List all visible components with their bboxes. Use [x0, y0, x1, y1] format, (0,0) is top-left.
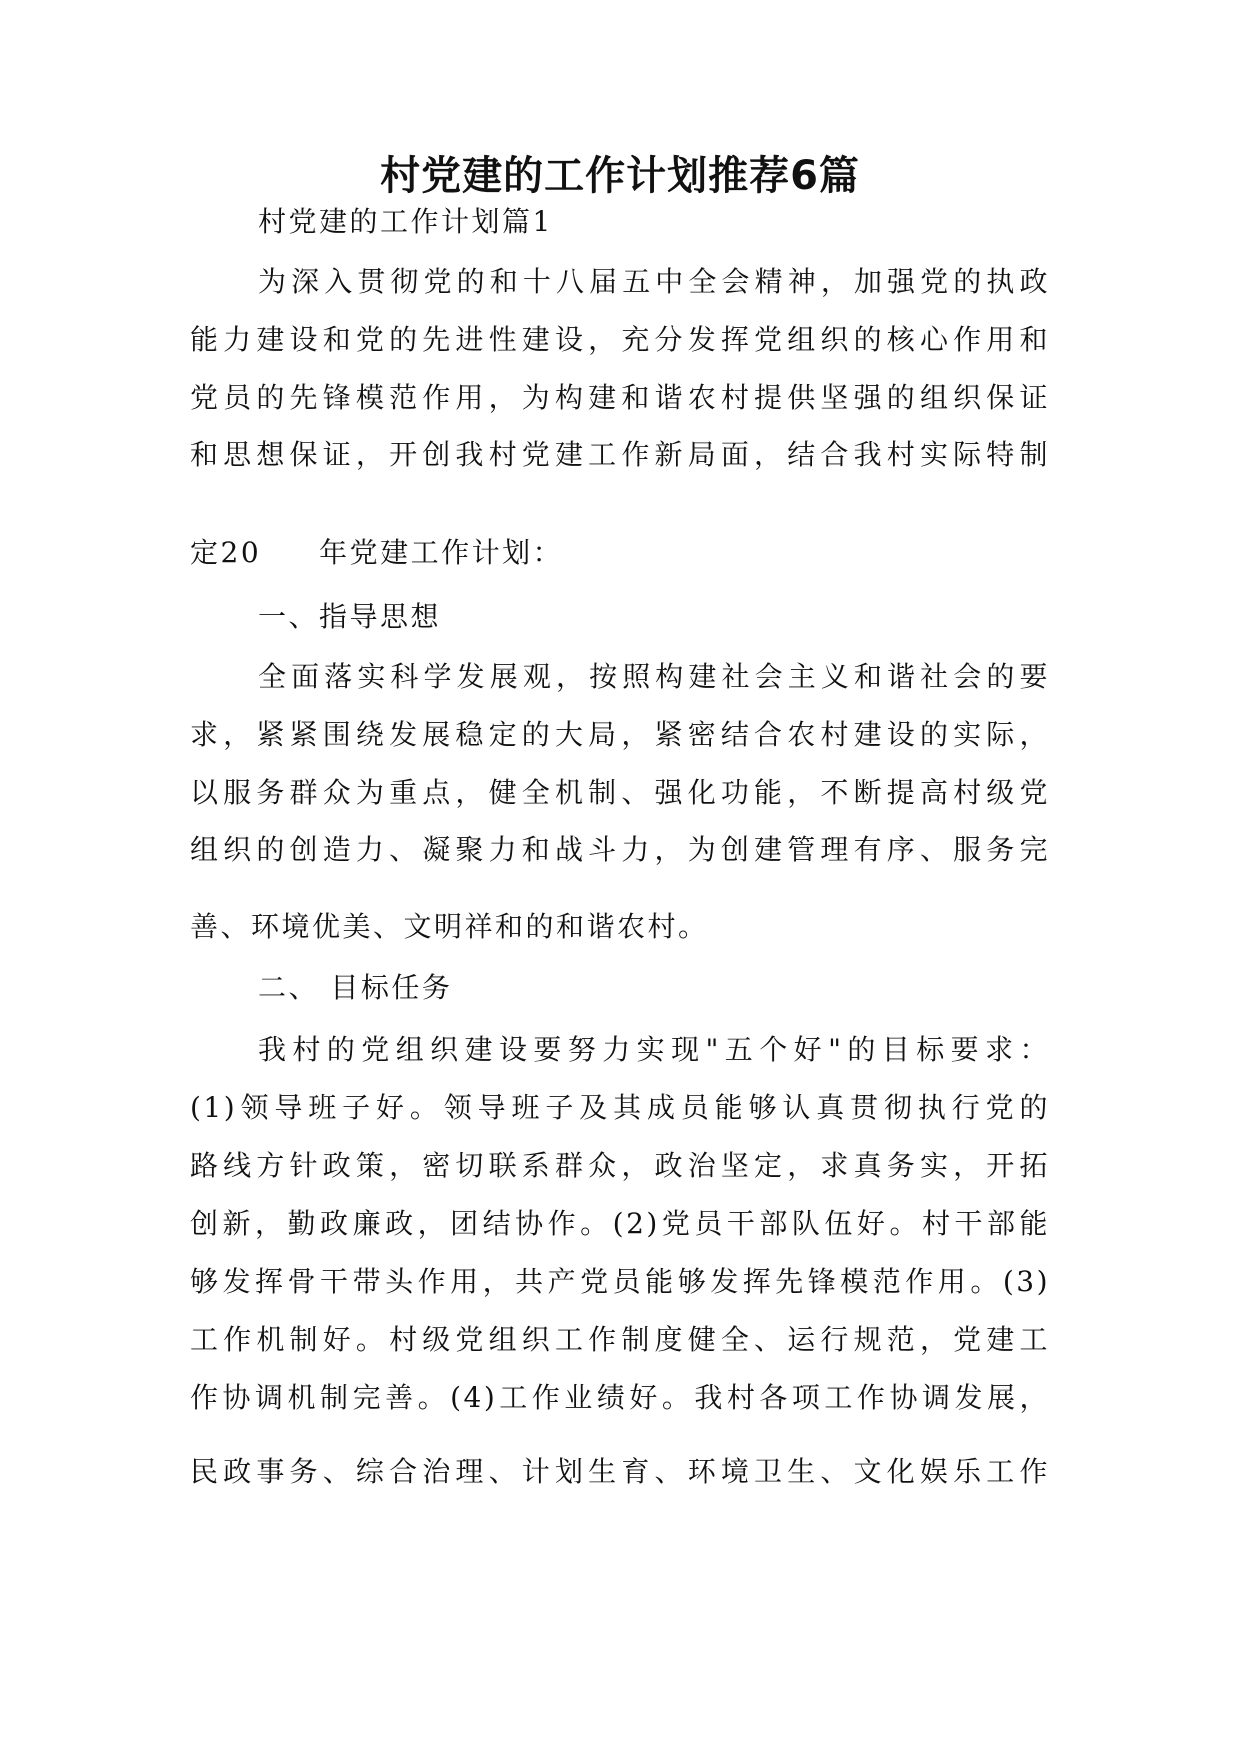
- intro-line: 党员的先锋模范作用，为构建和谐农村提供坚强的组织保证: [190, 381, 1050, 414]
- section2-line: 创新，勤政廉政，团结协作。(2)党员干部队伍好。村干部能: [190, 1207, 1050, 1240]
- intro-last-prefix: 定20: [190, 536, 262, 569]
- document-title: 村党建的工作计划推荐6篇: [380, 153, 860, 199]
- section2-line: 民政事务、综合治理、计划生育、环境卫生、文化娱乐工作: [190, 1455, 1050, 1488]
- section1-line: 求，紧紧围绕发展稳定的大局，紧密结合农村建设的实际，: [190, 718, 1050, 751]
- section2-line: 路线方针政策，密切联系群众，政治坚定，求真务实，开拓: [190, 1149, 1050, 1182]
- intro-line: 能力建设和党的先进性建设，充分发挥党组织的核心作用和: [190, 323, 1050, 356]
- section2-line: 作协调机制完善。(4)工作业绩好。我村各项工作协调发展，: [190, 1381, 1050, 1414]
- section2-line: 我村的党组织建设要努力实现"五个好"的目标要求：: [258, 1033, 1050, 1066]
- section2-line: 工作机制好。村级党组织工作制度健全、运行规范，党建工: [190, 1323, 1050, 1356]
- section2-line: 够发挥骨干带头作用，共产党员能够发挥先锋模范作用。(3): [190, 1265, 1050, 1298]
- intro-line: 和思想保证，开创我村党建工作新局面，结合我村实际特制: [190, 438, 1050, 471]
- section-heading-2: 二、 目标任务: [258, 971, 453, 1004]
- section1-line: 全面落实科学发展观，按照构建社会主义和谐社会的要: [258, 660, 1050, 693]
- intro-last-line: [190, 533, 1050, 573]
- intro-line: 为深入贯彻党的和十八届五中全会精神，加强党的执政: [258, 265, 1050, 298]
- intro-last-suffix: 年党建工作计划：: [319, 536, 564, 569]
- section1-last-line: 善、环境优美、文明祥和的和谐农村。: [190, 910, 709, 943]
- section1-line: 以服务群众为重点，健全机制、强化功能，不断提高村级党: [190, 776, 1050, 809]
- section-subtitle: 村党建的工作计划篇1: [258, 205, 553, 238]
- section1-line: 组织的创造力、凝聚力和战斗力，为创建管理有序、服务完: [190, 833, 1050, 866]
- section2-line: (1)领导班子好。领导班子及其成员能够认真贯彻执行党的: [190, 1091, 1050, 1124]
- section-heading-1: 一、指导思想: [258, 600, 442, 633]
